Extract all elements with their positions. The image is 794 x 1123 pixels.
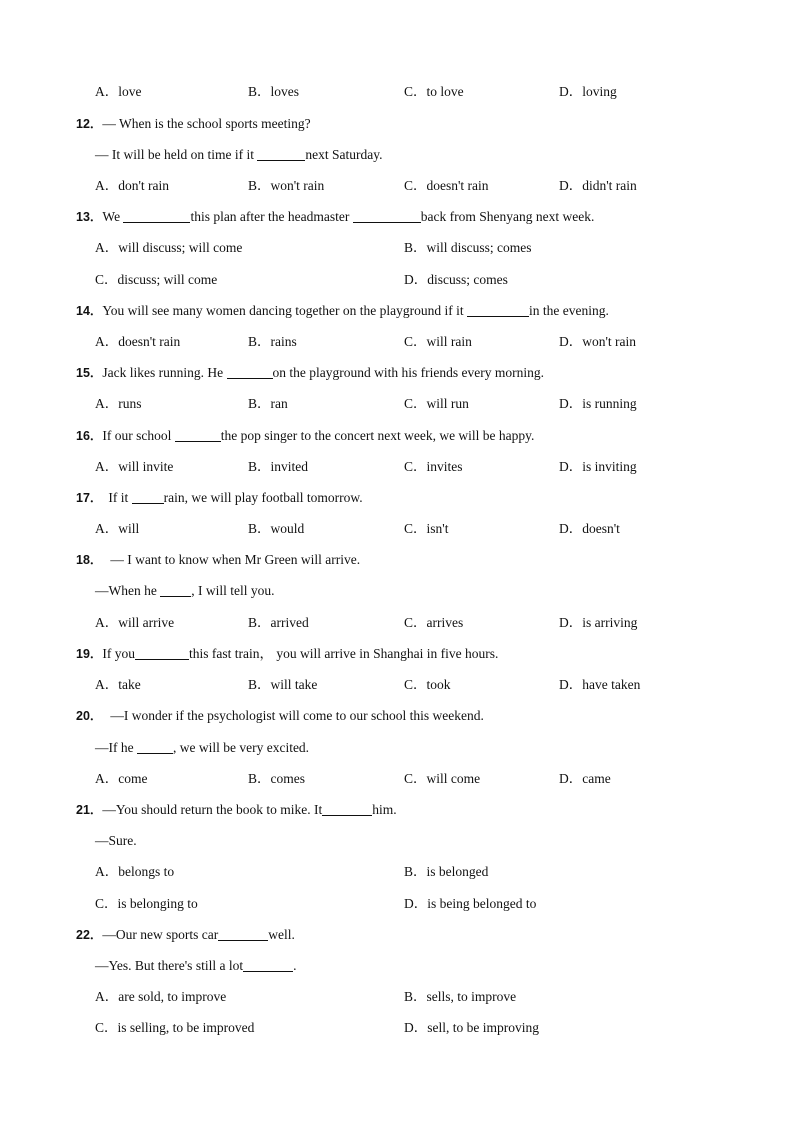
q18-stem-line-1: 18． — I want to know when Mr Green will arrive. <box>76 552 361 567</box>
q17-option-d[interactable]: D．doesn't <box>559 521 620 536</box>
q16-option-c[interactable]: C．invites <box>404 459 463 474</box>
q16-number: 16． <box>76 429 103 443</box>
q21-option-b[interactable]: B．is belonged <box>404 864 489 879</box>
q15-option-d[interactable]: D．is running <box>559 396 637 411</box>
q20-option-b[interactable]: B．comes <box>248 771 305 786</box>
answer-blank <box>467 304 529 317</box>
q12-option-a[interactable]: A．don't rain <box>95 178 170 193</box>
q15-option-c[interactable]: C．will run <box>404 396 469 411</box>
q18-option-b[interactable]: B．arrived <box>248 615 309 630</box>
q19-number: 19． <box>76 647 103 661</box>
answer-blank <box>243 959 293 972</box>
answer-blank <box>257 148 305 161</box>
answer-blank <box>160 584 191 597</box>
q22-option-c[interactable]: C．is selling, to be improved <box>95 1020 255 1035</box>
q16-option-b[interactable]: B．invited <box>248 459 308 474</box>
q22-stem-line-2: —Yes. But there's still a lot . <box>95 958 297 973</box>
q11-option-a[interactable]: A．love <box>95 84 142 99</box>
q19-option-b[interactable]: B．will take <box>248 677 318 692</box>
q19-option-a[interactable]: A．take <box>95 677 141 692</box>
q18-stem-line-2: —When he , I will tell you. <box>95 583 275 598</box>
answer-blank <box>175 429 221 442</box>
q13-option-b[interactable]: B．will discuss; comes <box>404 240 532 255</box>
q17-option-c[interactable]: C．isn't <box>404 521 449 536</box>
q18-option-a[interactable]: A．will arrive <box>95 615 175 630</box>
q19-option-d[interactable]: D．have taken <box>559 677 641 692</box>
answer-blank <box>123 210 190 223</box>
q14-option-d[interactable]: D．won't rain <box>559 334 637 349</box>
q11-option-b[interactable]: B．loves <box>248 84 300 99</box>
q13-stem: 13．We this plan after the headmaster back from Shenyang next week. <box>76 209 595 224</box>
q19-stem: 19．If you this fast train， you will arrive in Shanghai in five hours. <box>76 646 499 661</box>
q13-option-d[interactable]: D．discuss; comes <box>404 272 508 287</box>
answer-blank <box>322 803 372 816</box>
q13-option-c[interactable]: C．discuss; will come <box>95 272 218 287</box>
q14-option-a[interactable]: A．doesn't rain <box>95 334 181 349</box>
q18-number: 18． <box>76 553 103 567</box>
q17-number: 17． <box>76 491 103 505</box>
q18-option-c[interactable]: C．arrives <box>404 615 464 630</box>
q21-option-a[interactable]: A．belongs to <box>95 864 175 879</box>
q14-option-b[interactable]: B．rains <box>248 334 297 349</box>
q15-option-b[interactable]: B．ran <box>248 396 288 411</box>
q20-option-a[interactable]: A．come <box>95 771 148 786</box>
q20-option-d[interactable]: D．came <box>559 771 611 786</box>
q15-option-a[interactable]: A．runs <box>95 396 142 411</box>
q12-option-c[interactable]: C．doesn't rain <box>404 178 489 193</box>
q20-stem-line-1: 20． —I wonder if the psychologist will come to our school this weekend. <box>76 708 484 723</box>
q21-option-c[interactable]: C．is belonging to <box>95 896 198 911</box>
answer-blank <box>135 647 189 660</box>
q20-option-c[interactable]: C．will come <box>404 771 481 786</box>
answer-blank <box>132 491 164 504</box>
q20-stem-line-2: —If he , we will be very excited. <box>95 740 310 755</box>
q20-number: 20． <box>76 709 103 723</box>
q16-option-d[interactable]: D．is inviting <box>559 459 637 474</box>
answer-blank <box>218 928 268 941</box>
q15-stem: 15．Jack likes running. He on the playground with his friends every morning. <box>76 365 544 380</box>
q11-option-d[interactable]: D．loving <box>559 84 617 99</box>
q12-option-d[interactable]: D．didn't rain <box>559 178 637 193</box>
q21-stem-line-2: —Sure. <box>95 833 137 848</box>
q14-number: 14． <box>76 304 103 318</box>
q12-stem-line-1: 12．— When is the school sports meeting? <box>76 116 311 131</box>
q22-stem-line-1: 22．—Our new sports car well. <box>76 927 295 942</box>
q21-stem-line-1: 21．—You should return the book to mike. It him. <box>76 802 397 817</box>
q16-option-a[interactable]: A．will invite <box>95 459 174 474</box>
q21-option-d[interactable]: D．is being belonged to <box>404 896 537 911</box>
q12-option-b[interactable]: B．won't rain <box>248 178 325 193</box>
q11-option-c[interactable]: C．to love <box>404 84 464 99</box>
answer-blank <box>353 210 421 223</box>
q14-stem: 14．You will see many women dancing together on the playground if it in the evening. <box>76 303 609 318</box>
q22-number: 22． <box>76 928 103 942</box>
q17-option-b[interactable]: B．would <box>248 521 305 536</box>
q13-option-a[interactable]: A．will discuss; will come <box>95 240 243 255</box>
answer-blank <box>227 366 273 379</box>
q15-number: 15． <box>76 366 103 380</box>
q17-option-a[interactable]: A．will <box>95 521 140 536</box>
q14-option-c[interactable]: C．will rain <box>404 334 472 349</box>
q12-number: 12． <box>76 117 103 131</box>
q22-option-b[interactable]: B．sells, to improve <box>404 989 517 1004</box>
answer-blank <box>137 741 173 754</box>
q12-stem-line-2: — It will be held on time if it next Saturday. <box>95 147 383 162</box>
q13-number: 13． <box>76 210 103 224</box>
q21-number: 21． <box>76 803 103 817</box>
q22-option-d[interactable]: D．sell, to be improving <box>404 1020 539 1035</box>
q17-stem: 17． If it rain, we will play football tomorrow. <box>76 490 363 505</box>
q19-option-c[interactable]: C．took <box>404 677 451 692</box>
q22-option-a[interactable]: A．are sold, to improve <box>95 989 227 1004</box>
q18-option-d[interactable]: D．is arriving <box>559 615 638 630</box>
q16-stem: 16．If our school the pop singer to the concert next week, we will be happy. <box>76 428 535 443</box>
